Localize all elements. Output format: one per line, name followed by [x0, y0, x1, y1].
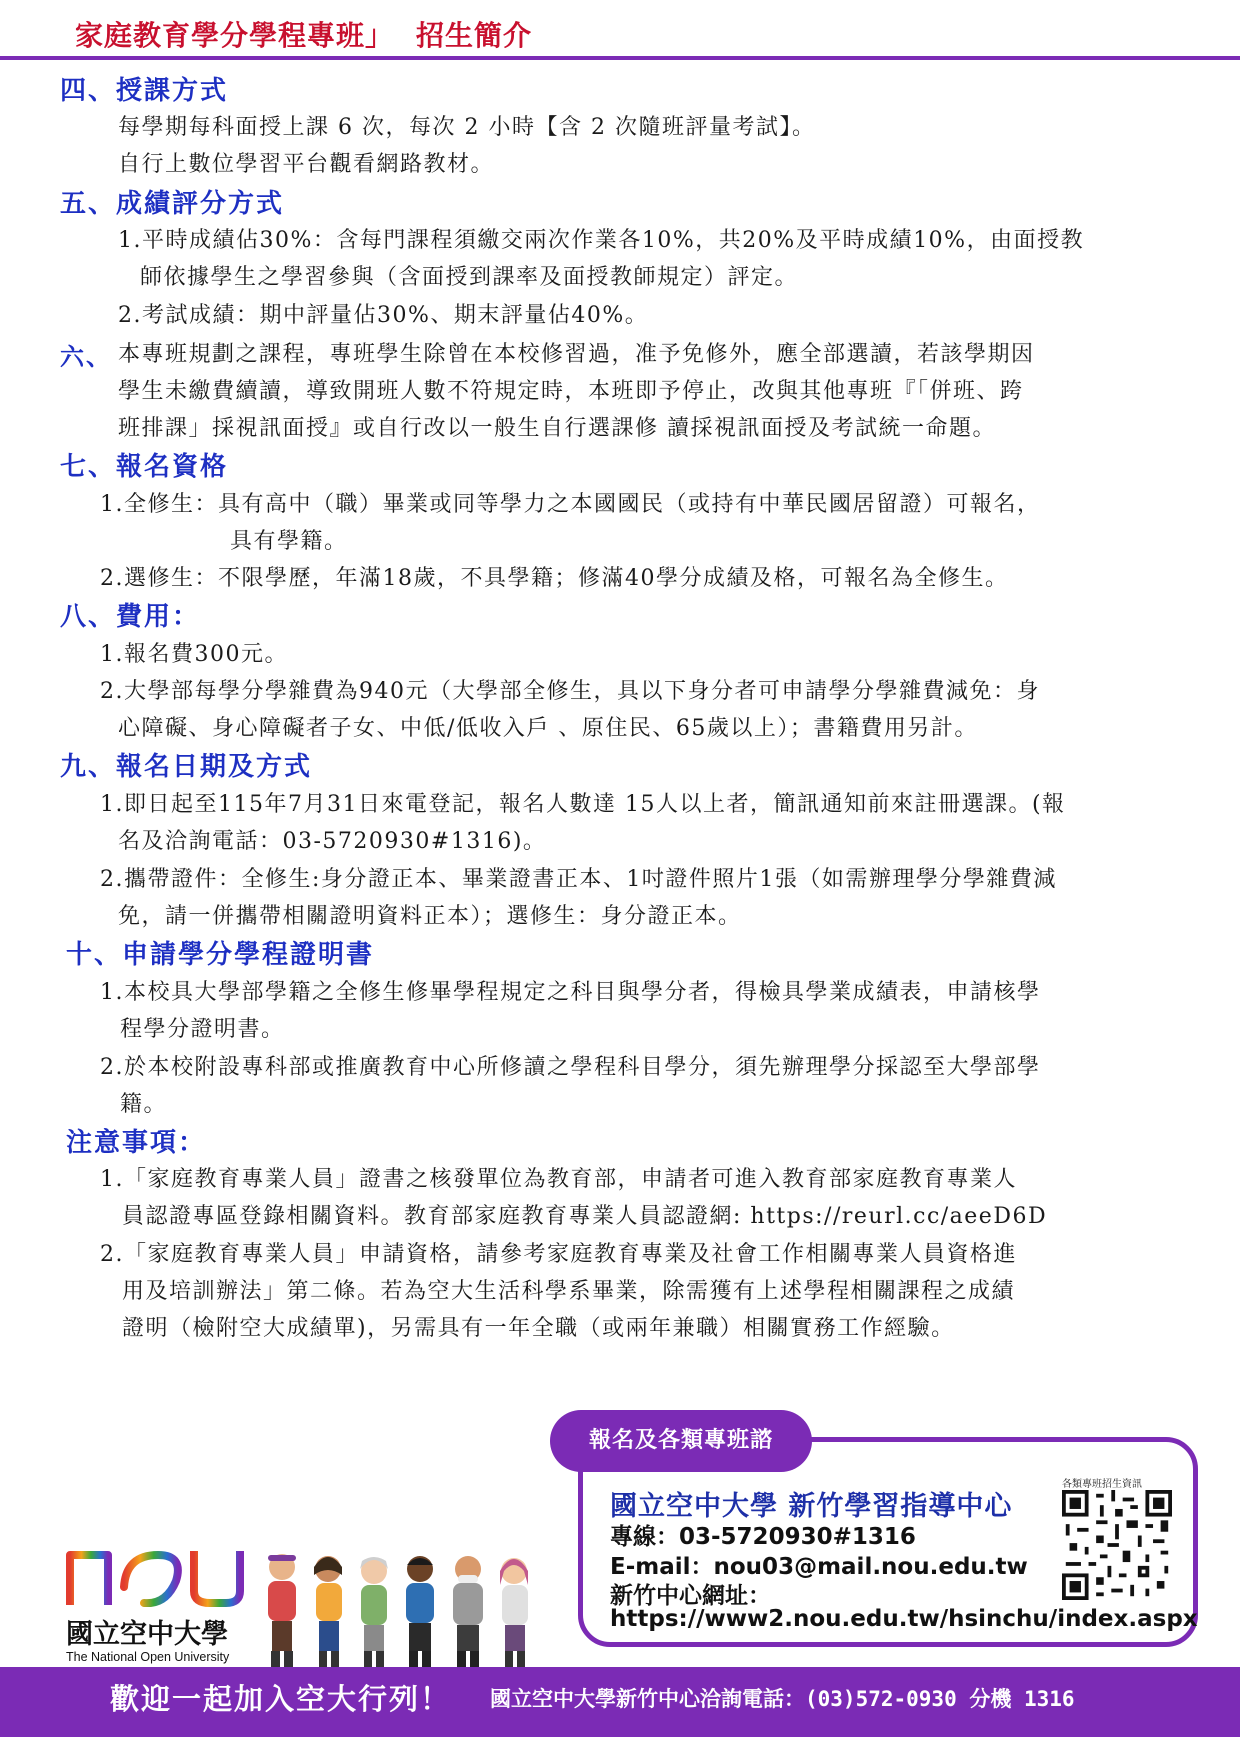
text-line: 2.考試成績：期中評量佔30%、期末評量佔40%。	[118, 303, 649, 328]
nou-logo-icon	[66, 1547, 246, 1607]
section-heading-teaching-method: 四、授課方式	[60, 76, 229, 106]
page-header	[0, 0, 1240, 62]
website-link[interactable]: https://www2.nou.edu.tw/hsinchu/index.aspx	[610, 1606, 1198, 1632]
section-heading-notes: 注意事項：	[66, 1128, 207, 1158]
text-line: 1.本校具大學部學籍之全修生修畢學程規定之科目與學分者，得檢具學業成績表，申請核學	[100, 980, 1041, 1005]
text-line: 具有學籍。	[230, 529, 348, 554]
text-line: 1.平時成績佔30%：含每門課程須繳交兩次作業各10%，共20%及平時成績10%，由面授教	[118, 228, 1085, 253]
logo-english-name: The National Open University	[66, 1650, 230, 1664]
program-name: 家庭教育學分學程專班」	[75, 19, 395, 52]
section-six	[60, 337, 112, 372]
subtitle: 招生簡介	[416, 19, 533, 52]
website-label: 新竹中心網址：	[610, 1583, 771, 1609]
person-4	[406, 1556, 434, 1667]
text-line: 自行上數位學習平台觀看網路教材。	[118, 152, 495, 177]
text-line: 心障礙、身心障礙者子女、中低/低收入戶 、原住民、65歲以上）；書籍費用另計。	[118, 716, 978, 741]
section-heading-grading: 五、成績評分方式	[60, 189, 285, 219]
person-1	[268, 1554, 296, 1667]
section-label: 六、	[60, 342, 112, 371]
text-line: 每學期每科面授上課 6 次，每次 2 小時【含 2 次隨班評量考試】。	[118, 115, 816, 140]
text-line: 班排課」採視訊面授』或自行改以一般生自行選課修 讀採視訊面授及考試統一命題。	[118, 416, 996, 441]
qr-code-icon[interactable]	[1062, 1490, 1172, 1600]
email-line: E-mail：nou03@mail.nou.edu.tw	[610, 1554, 1028, 1580]
text-line: 本專班規劃之課程，專班學生除曾在本校修習過，准予免修外，應全部選讀，若該學期因	[118, 342, 1035, 367]
person-3	[360, 1557, 388, 1667]
contact-tab: 報名及各類專班諮	[550, 1410, 812, 1472]
people-illustration	[262, 1545, 562, 1670]
text-line: 籍。	[120, 1092, 168, 1117]
text-line: 師依據學生之學習參與（含面授到課率及面授教師規定）評定。	[140, 265, 799, 290]
text-line: 員認證專區登錄相關資料。教育部家庭教育專業人員認證網: https://reurl.cc/aeeD6D	[122, 1204, 1048, 1229]
text-line: 2.大學部每學分學雜費為940元（大學部全修生，具以下身分者可申請學分學雜費減免：身	[100, 679, 1040, 704]
section-heading-registration: 九、報名日期及方式	[60, 752, 313, 782]
text-line: 程學分證明書。	[120, 1017, 285, 1042]
header-divider	[0, 56, 1240, 60]
section-heading-fees: 八、費用：	[60, 602, 201, 632]
text-line: 證明（檢附空大成績單)，另需具有一年全職（或兩年兼職）相關實務工作經驗。	[122, 1316, 955, 1341]
text-line: 1.報名費300元。	[100, 642, 288, 667]
qr-caption: 各類專班招生資訊	[1062, 1479, 1142, 1490]
center-name: 國立空中大學 新竹學習指導中心	[610, 1491, 1013, 1522]
footer-slogan: 歡迎一起加入空大行列！	[110, 1682, 452, 1716]
text-line: 1.全修生：具有高中（職）畢業或同等學力之本國國民（或持有中華民國居留證）可報名，	[100, 492, 1041, 517]
person-2	[314, 1556, 342, 1667]
section-heading-eligibility: 七、報名資格	[60, 452, 229, 482]
text-line: 學生未繳費續讀，導致開班人數不符規定時，本班即予停止，改與其他專班『「併班、跨	[118, 379, 1024, 404]
text-line: 2.選修生：不限學歷，年滿18歲，不具學籍；修滿40學分成績及格，可報名為全修生。	[100, 566, 1009, 591]
phone-line: 專線：03-5720930#1316	[610, 1524, 916, 1550]
text-line: 用及培訓辦法」第二條。若為空大生活科學系畢業，除需獲有上述學程相關課程之成績	[122, 1279, 1016, 1304]
text-line: 1.「家庭教育專業人員」證書之核發單位為教育部，申請者可進入教育部家庭教育專業人	[100, 1167, 1017, 1192]
footer-contact: 國立空中大學新竹中心洽詢電話：(03)572-0930 分機 1316	[490, 1687, 1075, 1711]
section-heading-certificate: 十、申請學分學程證明書	[66, 940, 375, 970]
text-line: 免，請一併攜帶相關證明資料正本）；選修生：身分證正本。	[118, 904, 742, 929]
text-line: 2.「家庭教育專業人員」申請資格，請參考家庭教育專業及社會工作相關專業人員資格進	[100, 1242, 1017, 1267]
text-line: 名及洽詢電話：03-5720930#1316)。	[118, 829, 547, 854]
logo-chinese-name: 國立空中大學	[66, 1619, 228, 1650]
person-5	[453, 1556, 483, 1667]
text-line: 2.攜帶證件：全修生:身分證正本、畢業證書正本、1吋證件照片1張（如需辦理學分學雜費減	[100, 867, 1057, 892]
text-line: 2.於本校附設專科部或推廣教育中心所修讀之學程科目學分，須先辦理學分採認至大學部學	[100, 1055, 1041, 1080]
page-title	[75, 14, 532, 54]
text-line: 1.即日起至115年7月31日來電登記，報名人數達 15人以上者，簡訊通知前來註冊選課。(報	[100, 792, 1066, 817]
person-6	[500, 1558, 528, 1667]
